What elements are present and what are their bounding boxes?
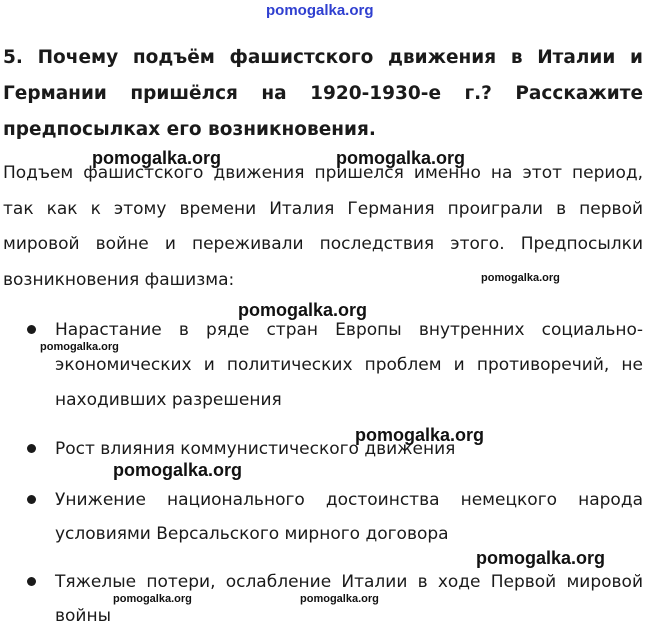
watermark: pomogalka.org <box>481 272 560 284</box>
watermark: pomogalka.org <box>113 460 243 480</box>
bullet-icon <box>27 495 36 504</box>
question-heading: 5. Почему подъём фашистского движения в Италии и Германии пришёлся на 1920-1930-е г.? Расскажите предпосылках его возникновения. <box>3 47 643 140</box>
list-item-text: Нарастание в ряде стран Европы внутренних социально-экономических и политических проблем и противоречий, не находивших разрешения <box>55 320 643 410</box>
watermark: pomogalka.org <box>266 2 374 19</box>
watermark: pomogalka.org <box>238 300 368 320</box>
bullet-icon <box>27 444 36 453</box>
watermark: pomogalka.org <box>113 593 192 605</box>
watermark: pomogalka.org <box>355 425 485 445</box>
list-item-text: Унижение национального достоинства немецкого народа условиями Версальского мирного договора <box>55 490 643 544</box>
watermark: pomogalka.org <box>336 148 466 168</box>
bullet-icon <box>27 577 36 586</box>
list-item-text: Тяжелые потери, ослабление Италии в ходе Первой мировой войны <box>55 572 643 626</box>
watermark: pomogalka.org <box>92 148 222 168</box>
watermark: pomogalka.org <box>476 548 606 568</box>
watermark: pomogalka.org <box>300 593 379 605</box>
list-item-text: Рост влияния коммунистического движения <box>55 439 456 459</box>
answer-intro: Подъем фашистского движения пришелся именно на этот период, так как к этому времени Италия Германия проиграли в первой мировой войне и переживали последствия этого. Предпосылки возникновения фашизма: <box>3 163 643 290</box>
watermark: pomogalka.org <box>40 341 119 353</box>
bullet-icon <box>27 325 36 334</box>
